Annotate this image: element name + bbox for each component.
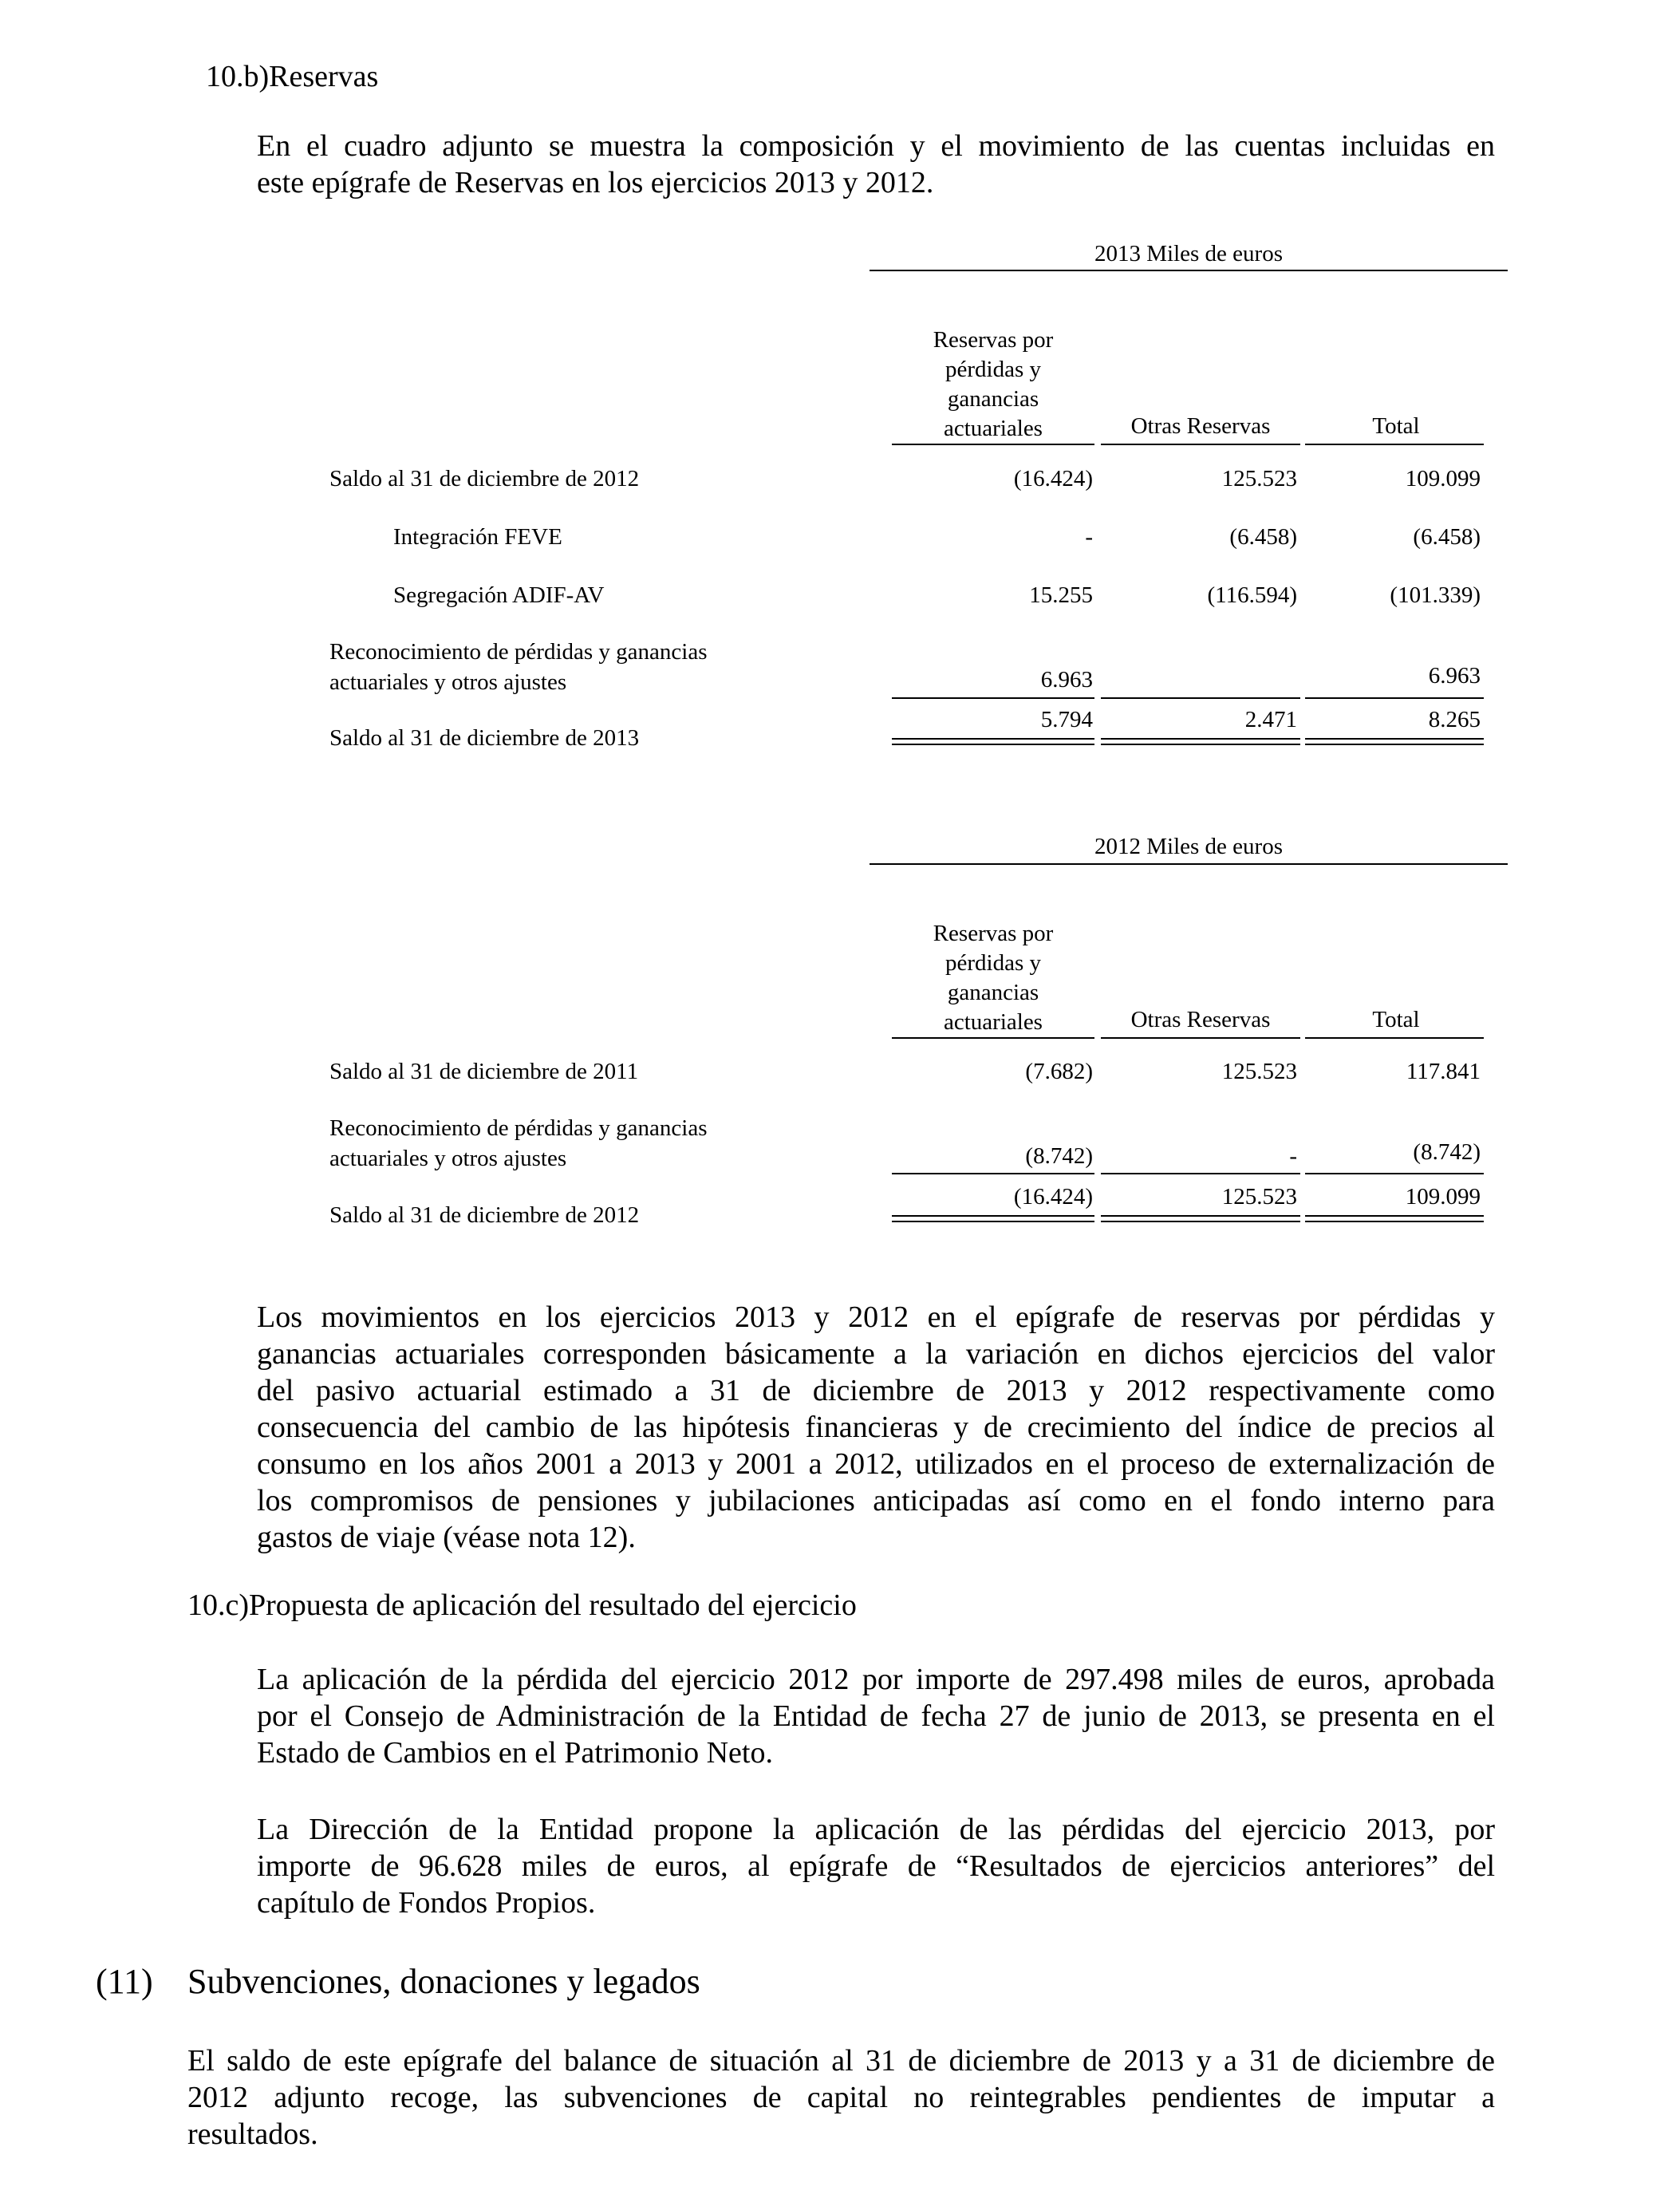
paragraph-line: resultados. xyxy=(187,2117,318,2151)
section-11-paragraph xyxy=(187,2042,1495,2153)
paragraph-line: consecuencia del cambio de las hipótesis financieras y de crecimiento del índice de precios al xyxy=(257,1411,1495,1444)
section-c-paragraph-2 xyxy=(257,1811,1495,1921)
row-label: Saldo al 31 de diciembre de 2011 xyxy=(329,1059,639,1084)
row-label: Reconocimiento de pérdidas y ganancias xyxy=(329,639,708,665)
period-label: 2013 Miles de euros xyxy=(1094,241,1283,266)
cell-total: 109.099 xyxy=(1405,1184,1481,1210)
section-c-title: 10.c)Propuesta de aplicación del resultado del ejercicio xyxy=(187,1588,857,1622)
row-label: Saldo al 31 de diciembre de 2012 xyxy=(329,1202,640,1228)
paragraph-line: Los movimientos en los ejercicios 2013 y 2012 en el epígrafe de reservas por pérdidas y xyxy=(257,1300,1495,1334)
cell-otras: 125.523 xyxy=(1221,1184,1297,1210)
subtotal-rule xyxy=(892,1173,1094,1174)
paragraph-line: 2012 adjunto recoge, las subvenciones de capital no reintegrables pendientes de imputar a xyxy=(187,2081,1495,2114)
header-rule xyxy=(870,270,1508,271)
row-label: Saldo al 31 de diciembre de 2012 xyxy=(329,466,640,491)
col-header-actuarial: Reservas por pérdidas y ganancias actuariales xyxy=(933,921,1054,1035)
col-rule xyxy=(1101,1037,1300,1039)
cell-otras: (6.458) xyxy=(1229,524,1297,550)
col-rule xyxy=(1305,1037,1484,1039)
paragraph-line: La Dirección de la Entidad propone la aplicación de las pérdidas del ejercicio 2013, por xyxy=(257,1813,1495,1846)
total-double-rule xyxy=(1305,738,1484,745)
cell-actuarial: (8.742) xyxy=(1025,1143,1093,1169)
row-label: Integración FEVE xyxy=(393,524,562,550)
paragraph-line: del pasivo actuarial estimado a 31 de diciembre de 2013 y 2012 respectivamente como xyxy=(257,1374,1495,1407)
cell-total: 6.963 xyxy=(1428,663,1481,689)
section-b-intro xyxy=(257,128,1495,201)
section-b-title: 10.b)Reservas xyxy=(206,60,379,93)
subtotal-rule xyxy=(1101,697,1300,699)
cell-total: (8.742) xyxy=(1413,1139,1481,1165)
cell-total: 109.099 xyxy=(1405,466,1481,491)
paragraph-line: El saldo de este epígrafe del balance de situación al 31 de diciembre de 2013 y a 31 de diciembre de xyxy=(187,2044,1495,2078)
cell-actuarial: (16.424) xyxy=(1013,1184,1093,1210)
intro-line: En el cuadro adjunto se muestra la composición y el movimiento de las cuentas incluidas en xyxy=(257,129,1495,163)
col-header-total: Total xyxy=(1372,413,1420,439)
cell-total: 117.841 xyxy=(1406,1059,1481,1084)
subtotal-rule xyxy=(1305,1173,1484,1174)
row-label: Segregación ADIF-AV xyxy=(393,582,605,608)
cell-actuarial: 15.255 xyxy=(1029,582,1093,608)
subtotal-rule xyxy=(892,697,1094,699)
cell-otras: (116.594) xyxy=(1207,582,1297,608)
row-label: actuariales y otros ajustes xyxy=(329,669,567,695)
row-label: actuariales y otros ajustes xyxy=(329,1146,567,1171)
cell-total: (101.339) xyxy=(1390,582,1481,608)
cell-otras: - xyxy=(1289,1143,1297,1169)
subtotal-rule xyxy=(1101,1173,1300,1174)
col-header-actuarial: Reservas por pérdidas y ganancias actuariales xyxy=(933,327,1054,441)
paragraph-line: La aplicación de la pérdida del ejercicio 2012 por importe de 297.498 miles de euros, aprobada xyxy=(257,1663,1495,1696)
header-rule xyxy=(870,863,1508,865)
cell-actuarial: - xyxy=(1085,524,1093,550)
col-rule xyxy=(1101,444,1300,445)
paragraph-line: Estado de Cambios en el Patrimonio Neto. xyxy=(257,1736,773,1770)
cell-otras: 125.523 xyxy=(1221,1059,1297,1084)
section-c-paragraph-1 xyxy=(257,1661,1495,1771)
paragraph-line: gastos de viaje (véase nota 12). xyxy=(257,1521,636,1554)
total-double-rule xyxy=(1101,1215,1300,1222)
col-header-otras: Otras Reservas xyxy=(1130,1007,1271,1032)
intro-line: este epígrafe de Reservas en los ejercicios 2013 y 2012. xyxy=(257,166,934,199)
section-11-title: Subvenciones, donaciones y legados xyxy=(187,1962,700,2001)
row-label: Reconocimiento de pérdidas y ganancias xyxy=(329,1115,708,1141)
subtotal-rule xyxy=(1305,697,1484,699)
paragraph-line: importe de 96.628 miles de euros, al epígrafe de “Resultados de ejercicios anteriores” del xyxy=(257,1849,1495,1883)
col-header-otras: Otras Reservas xyxy=(1130,413,1271,439)
total-double-rule xyxy=(892,1215,1094,1222)
total-double-rule xyxy=(892,738,1094,745)
col-rule xyxy=(892,1037,1094,1039)
movimientos-paragraph xyxy=(257,1299,1495,1556)
cell-otras: 2.471 xyxy=(1244,707,1297,732)
cell-actuarial: (16.424) xyxy=(1013,466,1093,491)
col-header-total: Total xyxy=(1372,1007,1420,1032)
period-label: 2012 Miles de euros xyxy=(1094,834,1283,859)
total-double-rule xyxy=(1101,738,1300,745)
cell-actuarial: (7.682) xyxy=(1025,1059,1093,1084)
paragraph-line: consumo en los años 2001 a 2013 y 2001 a 2012, utilizados en el proceso de externalización de xyxy=(257,1447,1495,1481)
row-label: Saldo al 31 de diciembre de 2013 xyxy=(329,725,640,751)
paragraph-line: capítulo de Fondos Propios. xyxy=(257,1886,596,1920)
paragraph-line: los compromisos de pensiones y jubilaciones anticipadas así como en el fondo interno para xyxy=(257,1484,1495,1517)
cell-actuarial: 5.794 xyxy=(1040,707,1093,732)
paragraph-line: ganancias actuariales corresponden básicamente a la variación en dichos ejercicios del valor xyxy=(257,1337,1495,1371)
col-rule xyxy=(892,444,1094,445)
cell-total: 8.265 xyxy=(1428,707,1481,732)
cell-otras: 125.523 xyxy=(1221,466,1297,491)
col-rule xyxy=(1305,444,1484,445)
cell-actuarial: 6.963 xyxy=(1040,667,1093,693)
paragraph-line: por el Consejo de Administración de la Entidad de fecha 27 de junio de 2013, se presenta en el xyxy=(257,1699,1495,1733)
cell-total: (6.458) xyxy=(1413,524,1481,550)
section-11-number: (11) xyxy=(96,1962,153,2001)
total-double-rule xyxy=(1305,1215,1484,1222)
